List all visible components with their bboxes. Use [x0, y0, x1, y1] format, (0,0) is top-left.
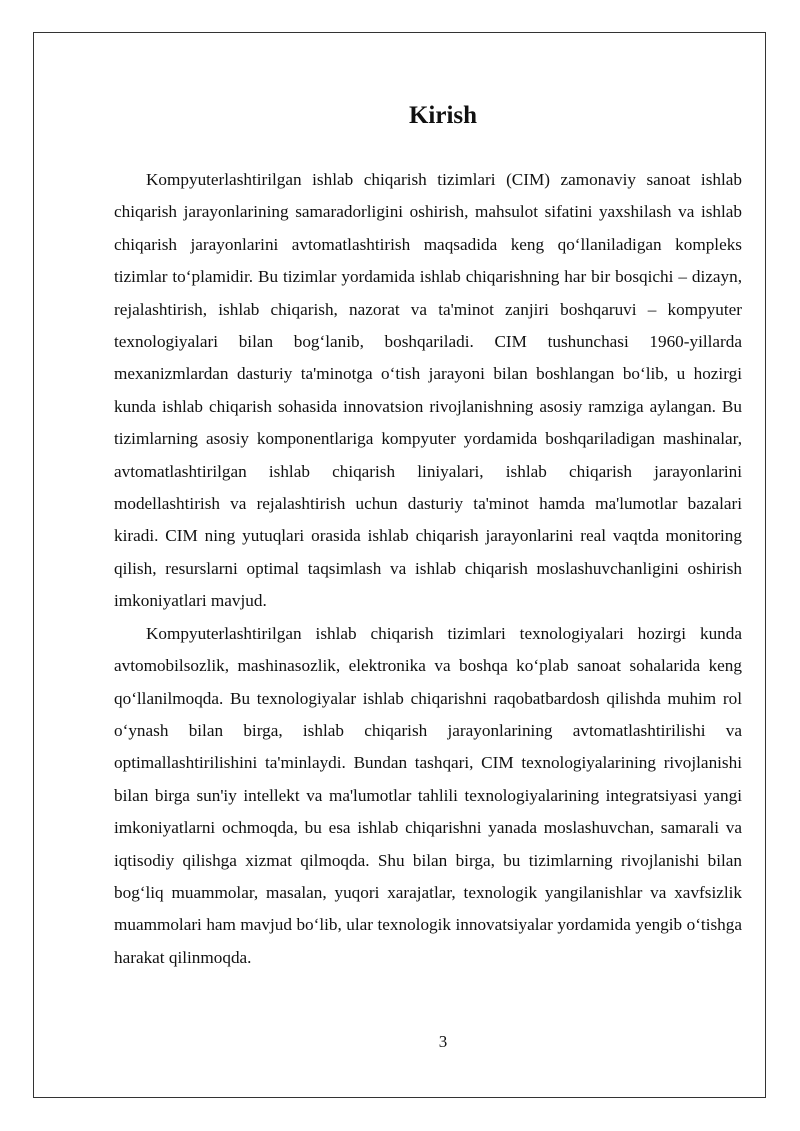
- page-number: 3: [438, 1032, 448, 1051]
- paragraph-2: Kompyuterlashtirilgan ishlab chiqarish tizimlari texnologiyalari hozirgi kunda avtomobilsozlik, mashinasozlik, elektronika va boshqa ko‘plab sanoat sohalarida keng qo‘llanilmoqda. Bu texnologiyalar ishlab chiqarishni raqobatbardosh qilishda muhim rol o‘ynash bilan birga, ishlab chiqarish jarayonlarining avtomatlashtirilishi va optimallashtirilishini ta'minlaydi. Bundan tashqari, CIM texnologiyalarining rivojlanishi bilan birga sun'iy intellekt va ma'lumotlar tahlili texnologiyalarining integratsiyasi yangi imkoniyatlarni ochmoqda, bu esa ishlab chiqarishni yanada moslashuvchan, samarali va iqtisodiy qilishga xizmat qilmoqda. Shu bilan birga, bu tizimlarning rivojlanishi bilan bog‘liq muammolar, masalan, yuqori xarajatlar, texnologik yangilanishlar va xavfsizlik muammolari ham mavjud bo‘lib, ular texnologik innovatsiyalar yordamida yengib o‘tishga harakat qilinmoqda.: [114, 623, 742, 967]
- document-body: [114, 96, 742, 974]
- paragraph-1: Kompyuterlashtirilgan ishlab chiqarish tizimlari (CIM) zamonaviy sanoat ishlab chiqarish jarayonlarining samaradorligini oshirish, mahsulot sifatini yaxshilash va ishlab chiqarish jarayonlarini avtomatlashtirish maqsadida keng qo‘llaniladigan kompleks tizimlar to‘plamidir. Bu tizimlar yordamida ishlab chiqarishning har bir bosqichi – dizayn, rejalashtirish, ishlab chiqarish, nazorat va ta'minot zanjiri boshqaruvi – kompyuter texnologiyalari bilan bog‘lanib, boshqariladi. CIM tushunchasi 1960-yillarda mexanizmlardan dasturiy ta'minotga o‘tish jarayoni bilan boshlangan bo‘lib, u hozirgi kunda ishlab chiqarish sohasida innovatsion rivojlanishning asosiy ramziga aylangan. Bu tizimlarning asosiy komponentlariga kompyuter yordamida boshqariladigan mashinalar, avtomatlashtirilgan ishlab chiqarish liniyalari, ishlab chiqarish jarayonlarini modellashtirish va rejalashtirish uchun dasturiy ta'minot hamda ma'lumotlar bazalari kiradi. CIM ning yutuqlari orasida ishlab chiqarish jarayonlarini real vaqtda monitoring qilish, resurslarni optimal taqsimlash va ishlab chiqarish moslashuvchanligini oshirish imkoniyatlari mavjud.: [114, 170, 742, 611]
- document-title: Kirish: [408, 102, 478, 129]
